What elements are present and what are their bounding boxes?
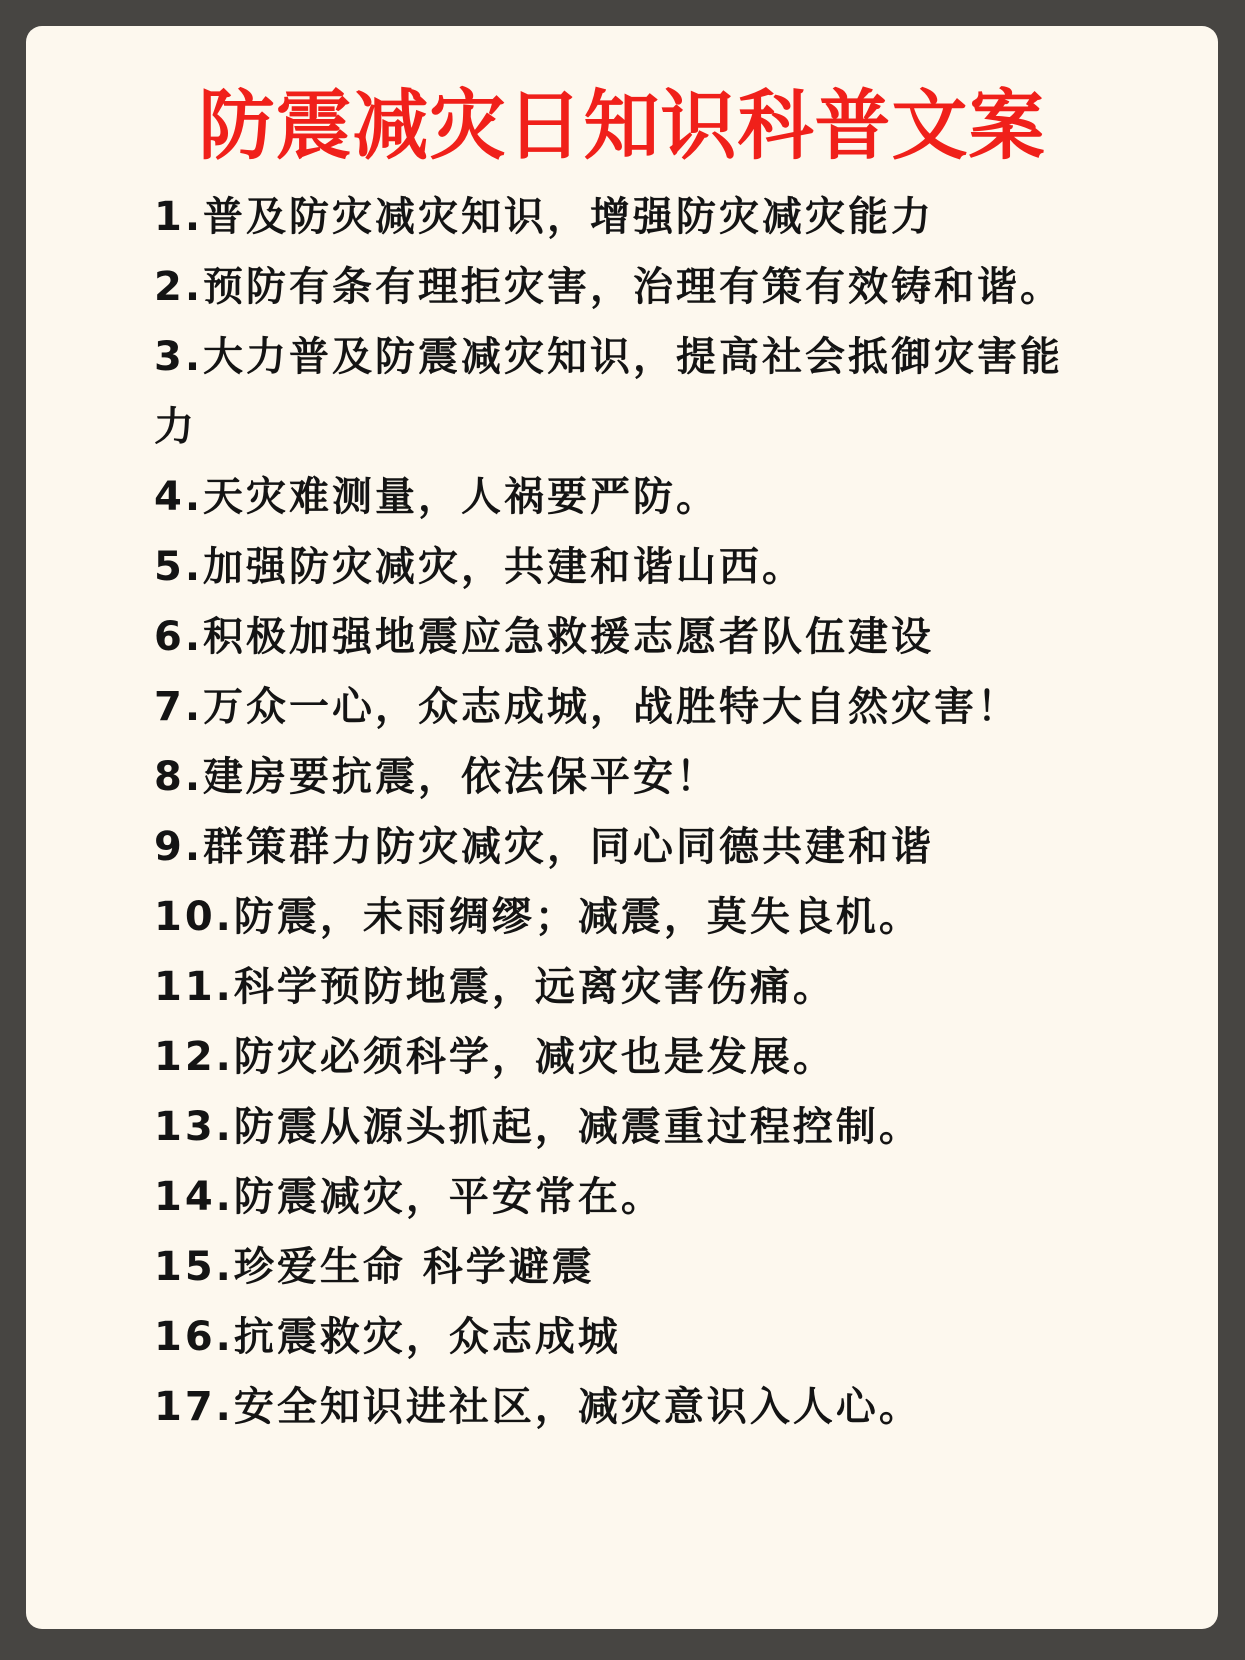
- list-item: 14.防震减灾，平安常在。: [154, 1174, 664, 1220]
- list-item: 5.加强防灾减灾，共建和谐山西。: [154, 544, 806, 590]
- list-item: 9.群策群力防灾减灾，同心同德共建和谐: [154, 824, 935, 870]
- list-item: 1.普及防灾减灾知识，增强防灾减灾能力: [154, 194, 935, 240]
- list-item: 8.建房要抗震，依法保平安！: [154, 754, 720, 800]
- list-item: 10.防震，未雨绸缪；减震，莫失良机。: [154, 894, 922, 940]
- list-item: 15.珍爱生命 科学避震: [154, 1244, 595, 1290]
- list-item: 2.预防有条有理拒灾害，治理有策有效铸和谐。: [154, 264, 1064, 310]
- list-item: 6.积极加强地震应急救援志愿者队伍建设: [154, 614, 935, 660]
- list-item: 16.抗震救灾，众志成城: [154, 1314, 621, 1360]
- slogan-list: [154, 182, 1094, 1442]
- list-item: 4.天灾难测量，人祸要严防。: [154, 474, 720, 520]
- list-item: 13.防震从源头抓起，减震重过程控制。: [154, 1104, 922, 1150]
- list-item: 7.万众一心，众志成城，战胜特大自然灾害！: [154, 684, 1021, 730]
- content-card: [26, 26, 1218, 1629]
- list-item: 11.科学预防地震，远离灾害伤痛。: [154, 964, 836, 1010]
- page-title: 防震减灾日知识科普文案: [198, 81, 1046, 170]
- list-item: 17.安全知识进社区，减灾意识入人心。: [154, 1384, 922, 1430]
- list-item: 3.大力普及防震减灾知识，提高社会抵御灾害能力: [154, 334, 1064, 450]
- list-item: 12.防灾必须科学，减灾也是发展。: [154, 1034, 836, 1080]
